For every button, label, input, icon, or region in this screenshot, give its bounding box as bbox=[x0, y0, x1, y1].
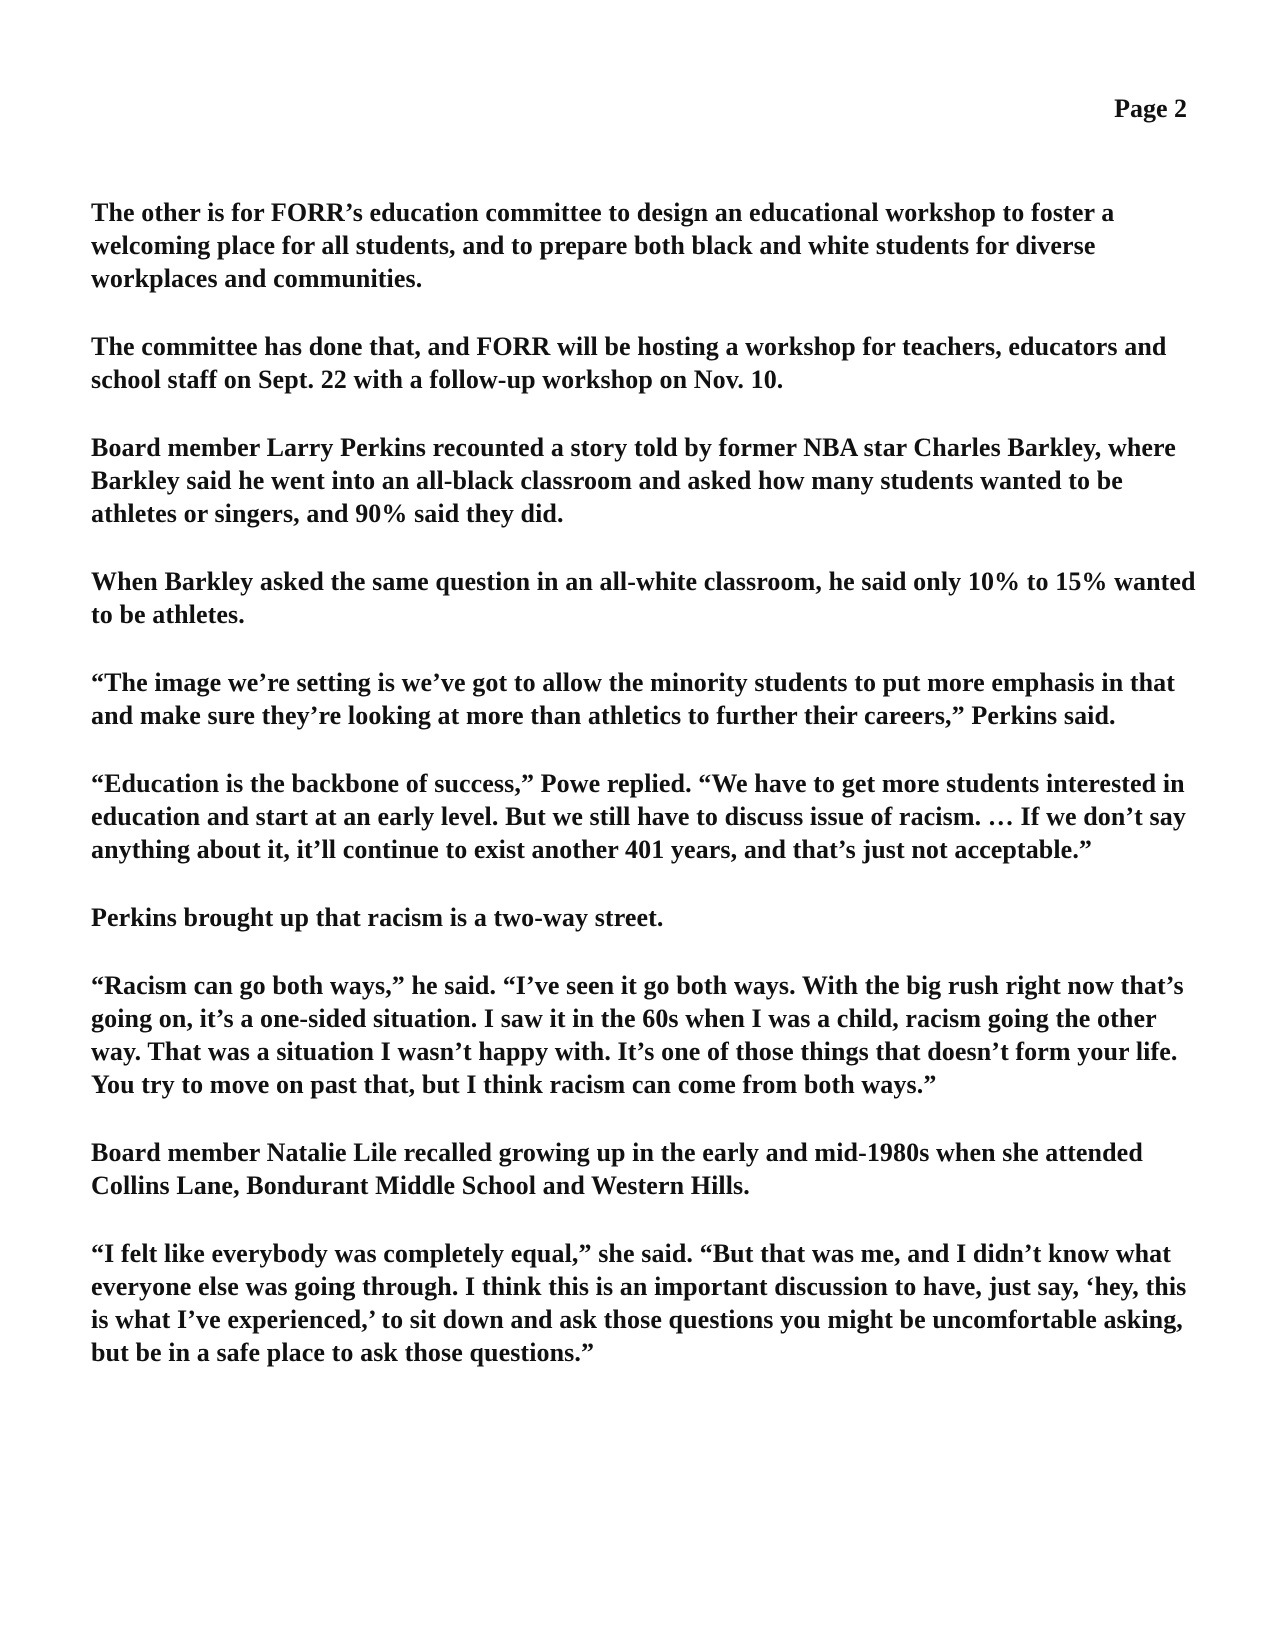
paragraph: The other is for FORR’s education committee to design an educational workshop to foster a welcoming place for all students, and to prepare both black and white students for diverse workplaces and communities. bbox=[91, 198, 1115, 293]
paragraph: “The image we’re setting is we’ve got to allow the minority students to put more emphasis in that and make sure they’re looking at more than athletics to further their careers,” Perkins said. bbox=[91, 668, 1176, 730]
paragraph: Board member Larry Perkins recounted a story told by former NBA star Charles Barkley, where Barkley said he went into an all-black classroom and asked how many students wanted to be athletes or singers, and 90% said they did. bbox=[91, 433, 1176, 528]
article-body bbox=[91, 196, 1196, 1404]
paragraph: When Barkley asked the same question in an all-white classroom, he said only 10% to 15% wanted to be athletes. bbox=[91, 567, 1196, 629]
paragraph: “Racism can go both ways,” he said. “I’ve seen it go both ways. With the big rush right now that’s going on, it’s a one-sided situation. I saw it in the 60s when I was a child, racism going the other way. That was a situation I wasn’t happy with. It’s one of those things that doesn’t form your life. You try to move on past that, but I think racism can come from both ways.” bbox=[91, 971, 1184, 1099]
paragraph: The committee has done that, and FORR will be hosting a workshop for teachers, educators and school staff on Sept. 22 with a follow-up workshop on Nov. 10. bbox=[91, 332, 1167, 394]
page-number: Page 2 bbox=[1114, 94, 1187, 123]
paragraph: “I felt like everybody was completely equal,” she said. “But that was me, and I didn’t know what everyone else was going through. I think this is an important discussion to have, just say, ‘hey, this is what I’ve experienced,’ to sit down and ask those questions you might be uncomfortable asking, but be in a safe place to ask those questions.” bbox=[91, 1239, 1187, 1367]
paragraph: Board member Natalie Lile recalled growing up in the early and mid-1980s when she attended Collins Lane, Bondurant Middle School and Western Hills. bbox=[91, 1138, 1143, 1200]
paragraph: Perkins brought up that racism is a two-way street. bbox=[91, 903, 664, 932]
paragraph: “Education is the backbone of success,” Powe replied. “We have to get more students interested in education and start at an early level. But we still have to discuss issue of racism. … If we don’t say anything about it, it’ll continue to exist another 401 years, and that’s just not acceptable.” bbox=[91, 769, 1186, 864]
